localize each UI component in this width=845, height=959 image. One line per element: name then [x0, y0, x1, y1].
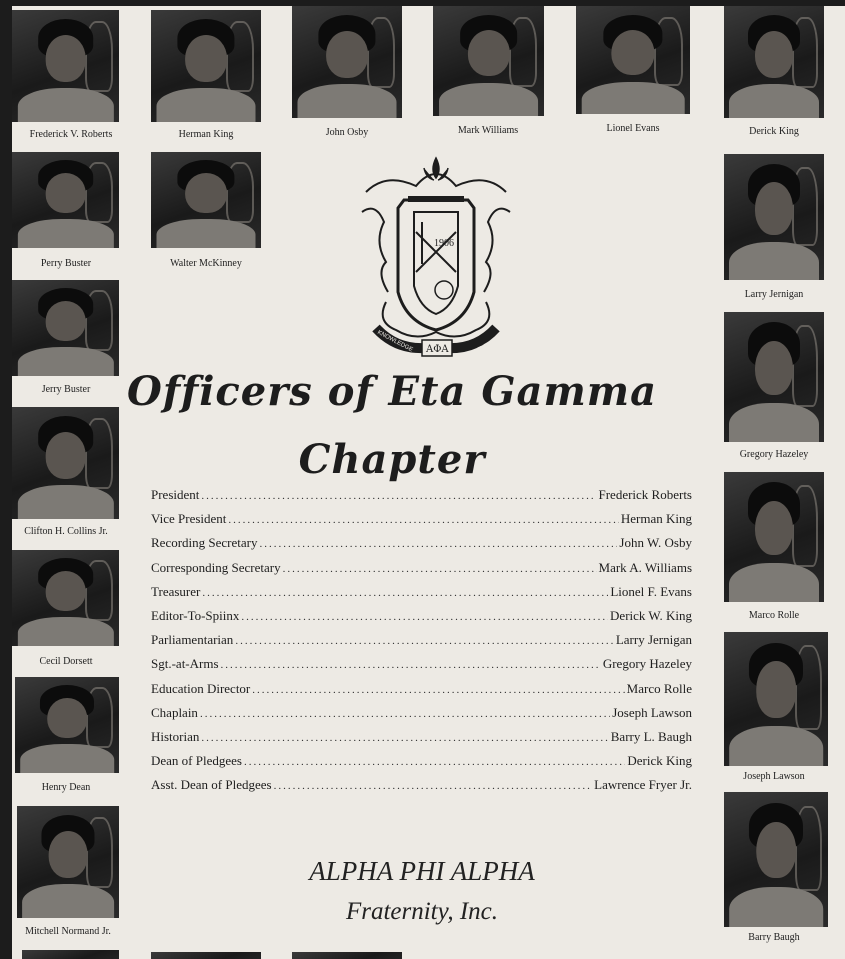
officer-role: Vice President: [151, 511, 227, 527]
officer-row: [151, 705, 692, 729]
fraternity-subtitle: Fraternity, Inc.: [345, 898, 499, 925]
portrait-caption: John Osby: [325, 127, 369, 138]
portrait-photo: [292, 952, 402, 959]
officer-name: Frederick Roberts: [598, 487, 692, 502]
portrait-caption: Lionel Evans: [606, 123, 660, 134]
portrait-caption: Perry Buster: [40, 258, 92, 269]
portrait-caption: Herman King: [178, 129, 234, 140]
portrait-photo: [151, 10, 261, 122]
officer-row: [151, 753, 692, 777]
portrait-photo: [15, 677, 119, 773]
leader-dots: [221, 659, 601, 671]
portrait-caption: Joseph Lawson: [743, 771, 805, 782]
portrait-photo: [22, 950, 119, 959]
portrait-caption: Henry Dean: [41, 782, 91, 793]
portrait-caption: Cecil Dorsett: [39, 656, 93, 667]
portrait-caption: Barry Baugh: [748, 932, 800, 943]
portrait-photo: [12, 10, 119, 122]
leader-dots: [283, 563, 597, 575]
portrait-caption: Jerry Buster: [41, 384, 91, 395]
officer-name: Derick King: [627, 753, 692, 769]
crest-motto-center: ΑΦΑ: [426, 344, 449, 355]
officer-name: Mark A. Williams: [598, 559, 692, 575]
crest-motto-right: ACHIEVEMENT: [463, 334, 505, 361]
portrait-photo: [724, 312, 824, 442]
officer-role: Education Director: [151, 680, 251, 696]
fraternity-name: ALPHA PHI ALPHA: [309, 856, 535, 886]
fraternity-crest: [356, 152, 516, 374]
portrait-photo: [724, 792, 828, 927]
portrait-photo: [12, 152, 119, 248]
officer-role: Asst. Dean of Pledgees: [151, 777, 272, 793]
officer-name: Larry Jernigan: [615, 632, 692, 648]
officer-role: Sgt.-at-Arms: [151, 656, 219, 672]
crest-year: 1906: [434, 238, 454, 249]
officer-name: Derick W. King: [610, 607, 692, 623]
portrait-photo: [292, 6, 402, 118]
portrait-photo: [151, 152, 261, 248]
portrait-photo: [151, 952, 261, 959]
officer-role: Editor-To-Spiinx: [151, 607, 240, 623]
leader-dots: [201, 732, 608, 744]
officer-name: Marco Rolle: [626, 680, 692, 696]
yearbook-page: [12, 6, 845, 959]
officer-name: Gregory Hazeley: [602, 656, 692, 672]
portrait-photo: [724, 154, 824, 280]
officer-row: [151, 560, 692, 584]
officer-role: Parliamentarian: [151, 632, 234, 648]
officer-row: [151, 681, 692, 705]
officer-role: Recording Secretary: [151, 535, 258, 551]
portrait-photo: [724, 6, 824, 118]
portrait-caption: Gregory Hazeley: [739, 449, 809, 460]
officer-name: John W. Osby: [619, 535, 692, 551]
leader-dots: [252, 684, 624, 696]
officer-row: [151, 584, 692, 608]
officer-row: [151, 729, 692, 753]
page-title-line2: Chapter: [298, 436, 486, 483]
officer-role: Corresponding Secretary: [151, 559, 281, 575]
crest-motto-left: KNOWLEDGE: [376, 329, 414, 354]
officer-name: Lionel F. Evans: [610, 583, 692, 599]
portrait-caption: Derick King: [749, 126, 799, 137]
leader-dots: [202, 587, 608, 599]
officer-name: Barry L. Baugh: [610, 728, 692, 744]
officer-row: [151, 511, 692, 535]
leader-dots: [235, 635, 614, 647]
officer-row: [151, 487, 692, 511]
officer-role: Historian: [151, 728, 200, 744]
officer-role: President: [151, 487, 200, 502]
portrait-caption: Larry Jernigan: [744, 289, 804, 300]
leader-dots: [241, 611, 608, 623]
portrait-photo: [12, 407, 119, 519]
officer-row: [151, 632, 692, 656]
leader-dots: [259, 538, 617, 550]
officer-name: Herman King: [620, 511, 692, 527]
leader-dots: [244, 756, 625, 768]
portrait-photo: [576, 6, 690, 114]
portrait-photo: [433, 6, 544, 116]
officer-name: Joseph Lawson: [612, 704, 692, 720]
portrait-photo: [724, 472, 824, 602]
portrait-photo: [724, 632, 828, 766]
leader-dots: [228, 514, 618, 526]
officer-row: [151, 777, 692, 801]
officer-row: [151, 535, 692, 559]
portrait-photo: [12, 280, 119, 376]
officer-role: Chaplain: [151, 704, 198, 720]
leader-dots: [274, 780, 593, 792]
officer-row: [151, 608, 692, 632]
officer-name: Lawrence Fryer Jr.: [594, 777, 692, 793]
page-title: Officers of Eta Gamma: [126, 368, 658, 415]
portrait-caption: Marco Rolle: [748, 610, 800, 621]
portrait-caption: Mitchell Normand Jr.: [25, 926, 111, 937]
portrait-photo: [12, 550, 119, 646]
portrait-caption: Walter McKinney: [170, 258, 242, 269]
officers-list: [151, 487, 692, 801]
portrait-caption: Mark Williams: [457, 125, 519, 136]
portrait-caption: Frederick V. Roberts: [29, 129, 113, 140]
officer-role: Dean of Pledgees: [151, 753, 242, 769]
officer-row: [151, 656, 692, 680]
portrait-photo: [17, 806, 119, 918]
officer-role: Treasurer: [151, 583, 201, 599]
portrait-caption: Clifton H. Collins Jr.: [24, 526, 108, 537]
leader-dots: [201, 490, 596, 502]
leader-dots: [200, 708, 610, 720]
